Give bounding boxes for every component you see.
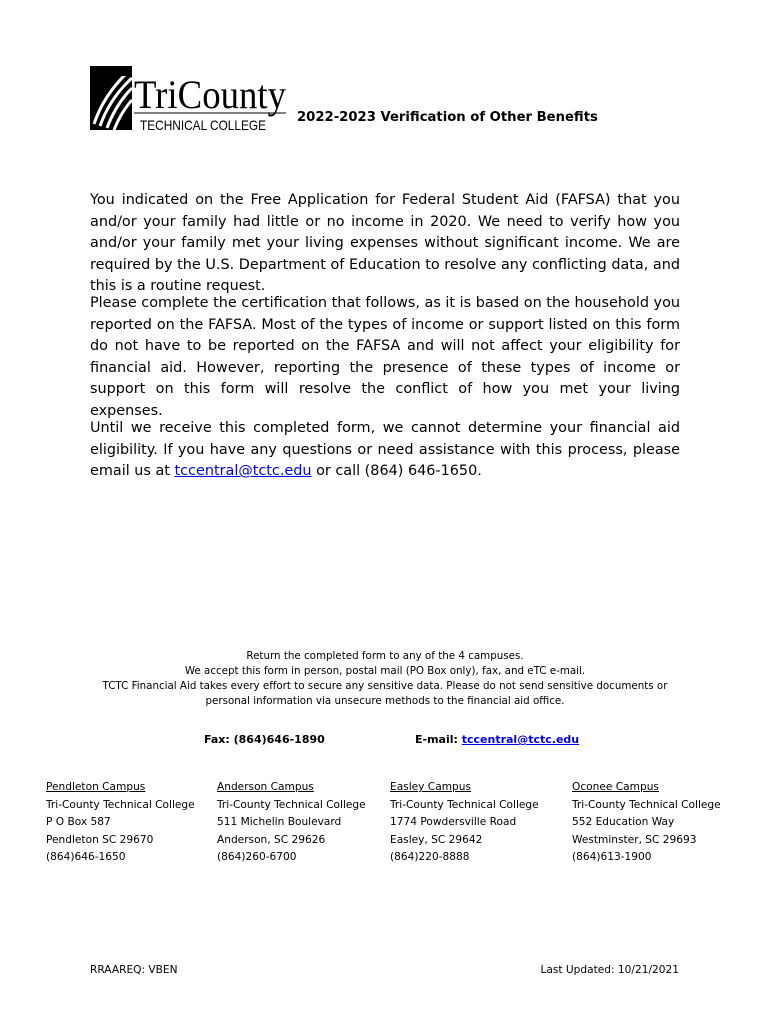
- email-label: E-mail:: [415, 733, 462, 746]
- return-line: TCTC Financial Aid takes every effort to secure any sensitive data. Please do not send sensitive documents or: [102, 680, 668, 692]
- campus-city: Westminster, SC 29693: [572, 833, 697, 846]
- return-instructions: [90, 649, 680, 709]
- campus-city: Pendleton SC 29670: [46, 833, 154, 846]
- document-title: 2022-2023 Verification of Other Benefits: [297, 110, 598, 125]
- logo-emblem: [90, 66, 132, 130]
- return-line: personal information via unsecure methods to the financial aid office.: [205, 695, 565, 707]
- paragraph-text-end: or call (864) 646-1650.: [311, 463, 482, 479]
- campus-phone: (864)646-1650: [46, 851, 126, 864]
- contact-paragraph: [90, 418, 680, 483]
- campus-phone: (864)220-8888: [390, 851, 470, 864]
- email-contact: [415, 733, 579, 746]
- last-updated: Last Updated: 10/21/2021: [540, 964, 679, 976]
- campus-name: Easley Campus: [390, 781, 471, 793]
- paragraph-text: Please complete the certification that follows, as it is based on the household you reported on the FAFSA. Most of the types of income or support listed on this form do not have to be reported on the FAFSA and will not affect your eligibility for financial aid. However, reporting the presence of these types of income or support on this form will resolve the conflict of how you met your living expenses.: [90, 295, 680, 419]
- fax-number: Fax: (864)646-1890: [204, 733, 325, 746]
- campus-college: Tri-County Technical College: [46, 798, 195, 811]
- campus-city: Anderson, SC 29626: [217, 833, 326, 846]
- campus-easley: [390, 779, 539, 867]
- paragraph-text: You indicated on the Free Application for Federal Student Aid (FAFSA) that you and/or your family had little or no income in 2020. We need to verify how you and/or your family met your living expenses without significant income. We are required by the U.S. Department of Education to resolve any conflicting data, and this is a routine request.: [90, 192, 680, 294]
- logo-wordmark: TriCounty: [134, 72, 286, 117]
- campus-pendleton: [46, 779, 195, 867]
- campus-college: Tri-County Technical College: [572, 798, 721, 811]
- campus-address: 552 Education Way: [572, 816, 675, 829]
- intro-paragraph: [90, 190, 680, 298]
- return-line: Return the completed form to any of the 4 campuses.: [246, 650, 524, 662]
- campus-address: 511 Michelin Boulevard: [217, 816, 342, 829]
- campus-anderson: [217, 779, 366, 867]
- campus-college: Tri-County Technical College: [390, 798, 539, 811]
- form-code: RRAAREQ: VBEN: [90, 964, 178, 976]
- campus-name: Pendleton Campus: [46, 781, 146, 793]
- college-logo: [90, 64, 290, 134]
- campus-address: 1774 Powdersville Road: [390, 816, 517, 829]
- campus-college: Tri-County Technical College: [217, 798, 366, 811]
- campus-city: Easley, SC 29642: [390, 833, 483, 846]
- campus-name: Oconee Campus: [572, 781, 659, 793]
- logo-subtitle: TECHNICAL COLLEGE: [140, 117, 266, 133]
- certification-paragraph: [90, 293, 680, 422]
- campus-name: Anderson Campus: [217, 781, 314, 793]
- email-link[interactable]: tccentral@tctc.edu: [174, 463, 312, 479]
- paragraph-text: Until we receive this completed form, we cannot determine your financial aid eligibility. If you have any questions or need assistance with this process, please email us at: [90, 420, 680, 479]
- campus-oconee: [572, 779, 721, 867]
- campus-phone: (864)613-1900: [572, 851, 652, 864]
- campus-phone: (864)260-6700: [217, 851, 297, 864]
- email-contact-link[interactable]: tccentral@tctc.edu: [461, 733, 580, 746]
- campus-address: P O Box 587: [46, 816, 111, 829]
- return-line: We accept this form in person, postal mail (PO Box only), fax, and eTC e-mail.: [184, 665, 586, 677]
